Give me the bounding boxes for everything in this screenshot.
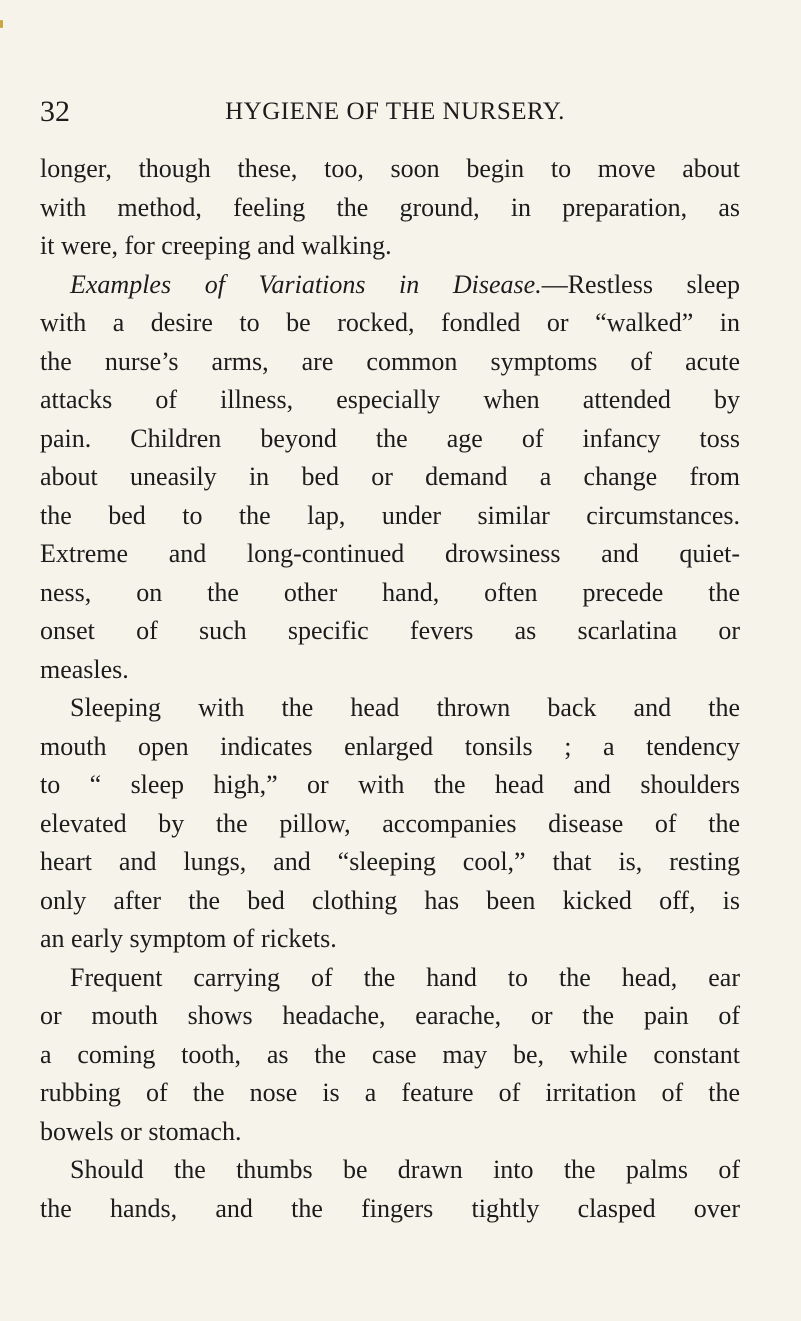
text-line: pain. Children beyond the age of infancy toss [40,423,740,453]
text-line: a coming tooth, as the case may be, while constant [40,1039,740,1069]
text-line: to “ sleep high,” or with the head and shoulders [40,770,740,799]
text-line [40,266,740,305]
text-line: rubbing of the nose is a feature of irritation of the [40,1078,740,1107]
paragraph-2 [40,266,740,690]
body-text [40,150,740,1228]
text-run: —Restless sleep [541,269,740,299]
text-line: Sleeping with the head thrown back and the [70,693,740,722]
text-line: Extreme and long-continued drowsiness and quiet- [40,539,740,568]
text-line: heart and lungs, and “sleeping cool,” that is, resting [40,847,740,876]
paragraph-1 [40,150,740,266]
section-heading: Examples of Variations in Disease. [70,269,542,299]
text-line: onset of such specific fevers as scarlatina or [40,616,740,645]
text-line: or mouth shows headache, earache, or the pain of [40,1001,740,1030]
running-head [40,92,720,132]
text-line: bowels or stomach. [40,1116,242,1146]
page-number: 32 [40,95,70,128]
text-line: elevated by the pillow, accompanies disease of the [40,808,740,838]
text-line: an early symptom of rickets. [40,924,337,953]
text-line: attacks of illness, especially when attended by [40,385,740,414]
text-line: the hands, and the fingers tightly clasped over [40,1193,740,1223]
paragraph-5 [40,1151,740,1228]
paragraph-3 [40,689,740,959]
text-line: mouth open indicates enlarged tonsils ; a tendency [40,731,740,761]
paragraph-4 [40,959,740,1152]
text-line: Frequent carrying of the hand to the head, ear [70,962,740,992]
text-line: with a desire to be rocked, fondled or “walked” in [40,308,740,337]
text-line: it were, for creeping and walking. [40,231,392,260]
text-line: the bed to the lap, under similar circumstances. [40,500,740,530]
text-line: ness, on the other hand, often precede the [40,577,740,607]
text-line: measles. [40,654,129,684]
text-line: the nurse’s arms, are common symptoms of acute [40,346,740,376]
text-line: Should the thumbs be drawn into the palms of [70,1155,740,1184]
text-line: only after the bed clothing has been kicked off, is [40,885,740,915]
running-title: HYGIENE OF THE NURSERY. [225,98,565,125]
text-line: longer, though these, too, soon begin to move about [40,154,740,183]
text-line: with method, feeling the ground, in preparation, as [40,192,740,222]
paper-speck [0,20,3,28]
text-line: about uneasily in bed or demand a change from [40,462,740,491]
